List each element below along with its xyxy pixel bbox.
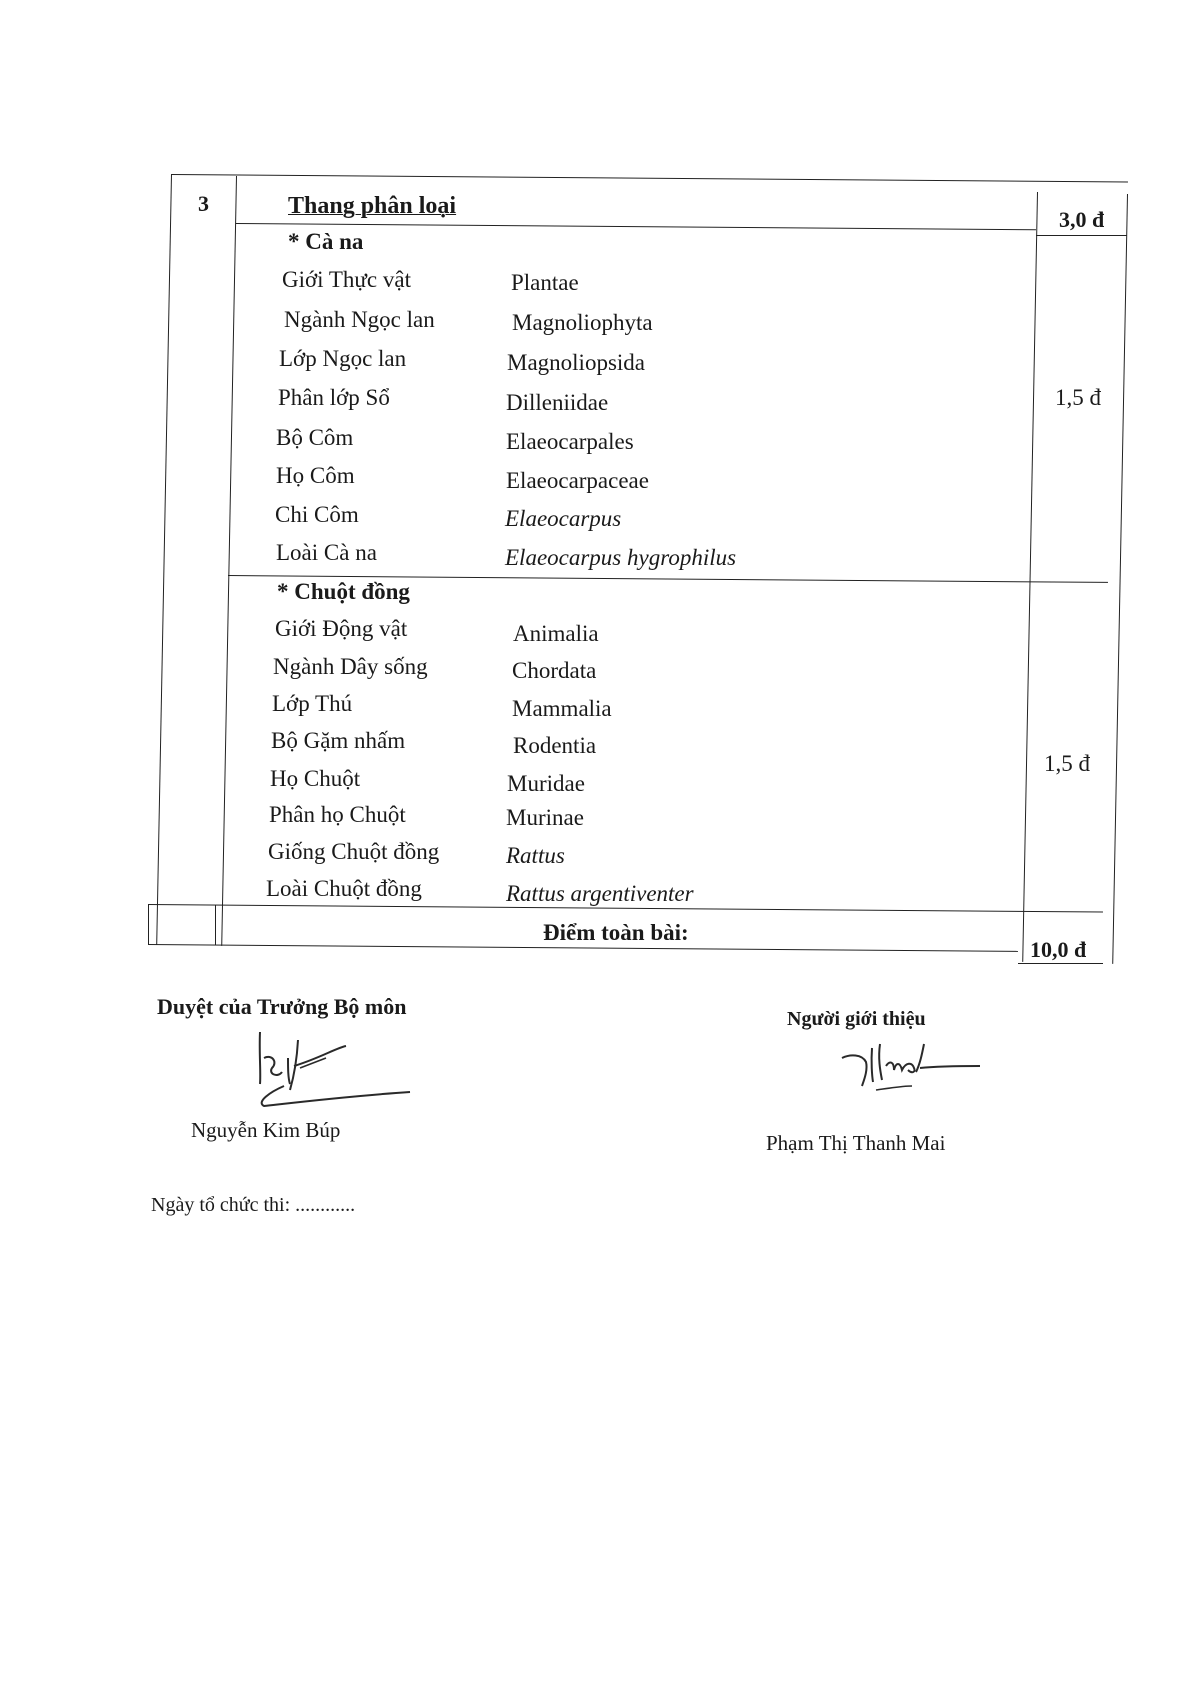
rank-label: Phân họ Chuột — [269, 802, 406, 827]
total-row-number-divider — [215, 905, 216, 945]
rank-label: Phân lớp Sổ — [278, 385, 390, 410]
right-signature-image — [840, 1040, 990, 1102]
latin-name: Muridae — [507, 771, 585, 796]
rank-label: Giới Thực vật — [282, 267, 411, 292]
rank-label: Loài Chuột đồng — [266, 876, 422, 901]
latin-name: Plantae — [511, 270, 579, 295]
latin-name: Elaeocarpus — [505, 506, 622, 531]
rank-label: Loài Cà na — [276, 540, 377, 565]
score-column-divider — [1022, 192, 1038, 962]
question-number: 3 — [198, 191, 209, 216]
rank-label: Giống Chuột đồng — [268, 839, 440, 864]
total-score-cell-bottom — [1036, 235, 1127, 236]
rank-label: Ngành Dây sống — [273, 654, 428, 679]
question-total-score: 3,0 đ — [1059, 207, 1105, 232]
exam-date: Ngày tổ chức thi: ............ — [151, 1194, 356, 1216]
table-right-border — [1112, 194, 1128, 964]
rank-label: Ngành Ngọc lan — [284, 307, 435, 332]
table-bottom-border — [148, 944, 1018, 952]
question-heading: Thang phân loại — [288, 193, 457, 219]
table-left-border — [156, 174, 172, 945]
latin-name: Elaeocarpaceae — [506, 468, 649, 493]
latin-name: Rattus argentiventer — [506, 881, 694, 906]
latin-name: Murinae — [506, 805, 584, 830]
rank-label: Chi Côm — [275, 502, 359, 527]
rank-label: Họ Chuột — [270, 766, 361, 791]
group-title-chuot-dong: * Chuột đồng — [277, 579, 410, 604]
latin-name: Magnoliophyta — [512, 310, 653, 335]
total-score-cell-bottom-line — [1018, 963, 1103, 964]
rank-label: Bộ Côm — [276, 425, 354, 450]
rank-label: Giới Động vật — [275, 616, 408, 641]
table-top-border — [172, 174, 1128, 183]
left-signatory-name: Nguyễn Kim Búp — [191, 1118, 341, 1142]
number-column-divider — [221, 176, 237, 946]
latin-name: Magnoliopsida — [507, 350, 645, 375]
total-score: 10,0 đ — [1030, 937, 1087, 962]
latin-name: Elaeocarpus hygrophilus — [505, 545, 737, 570]
left-signature-title: Duyệt của Trưởng Bộ môn — [157, 994, 407, 1019]
latin-name: Mammalia — [512, 696, 612, 721]
group-score: 1,5 đ — [1044, 751, 1090, 776]
rank-label: Lớp Ngọc lan — [279, 346, 407, 371]
total-row-left-border — [148, 904, 149, 944]
latin-name: Rodentia — [513, 733, 597, 758]
latin-name: Rattus — [506, 843, 565, 868]
total-label: Điểm toàn bài: — [543, 920, 689, 945]
rank-label: Họ Côm — [276, 463, 355, 488]
right-signature-title: Người giới thiệu — [787, 1008, 926, 1030]
right-signatory-name: Phạm Thị Thanh Mai — [766, 1131, 946, 1155]
group-score: 1,5 đ — [1055, 385, 1101, 410]
latin-name: Chordata — [512, 658, 597, 683]
rank-label: Bộ Gặm nhấm — [271, 728, 406, 753]
rank-label: Lớp Thú — [272, 691, 353, 716]
latin-name: Animalia — [513, 621, 599, 646]
group-title-ca-na: * Cà na — [288, 229, 364, 254]
latin-name: Dilleniidae — [506, 390, 609, 415]
latin-name: Elaeocarpales — [506, 429, 634, 454]
left-signature-image — [250, 1028, 420, 1120]
